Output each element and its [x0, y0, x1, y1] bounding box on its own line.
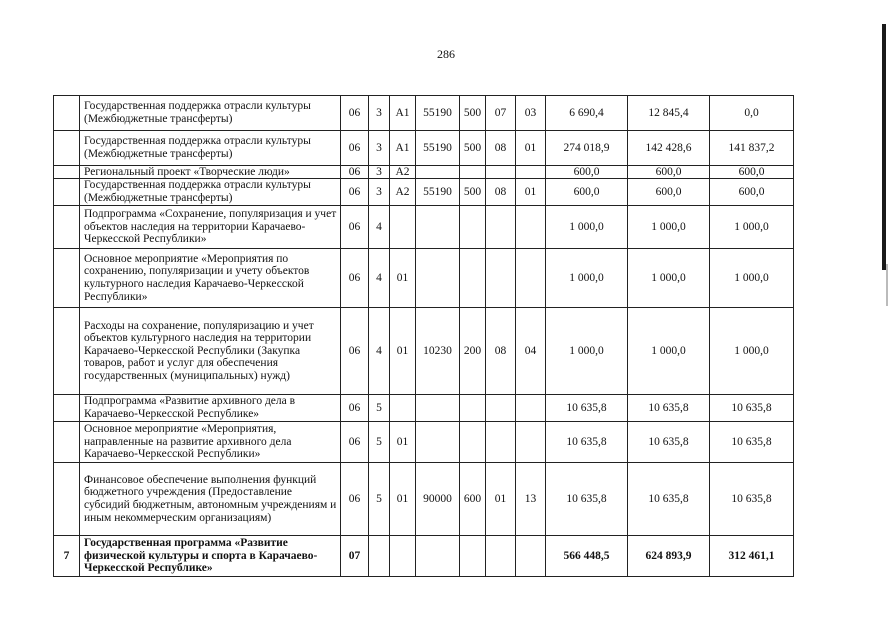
program-code-cell: 06 — [341, 179, 369, 206]
row-index-cell — [54, 395, 80, 422]
amount-year3-cell: 1 000,0 — [710, 308, 794, 395]
row-name-cell: Региональный проект «Творческие люди» — [80, 166, 341, 179]
table-row — [54, 96, 794, 131]
direction-code-cell — [416, 249, 460, 308]
section-code-cell — [486, 422, 516, 463]
amount-year1-cell: 1 000,0 — [546, 308, 628, 395]
subsection-code-cell — [516, 249, 546, 308]
amount-year1-cell: 10 635,8 — [546, 395, 628, 422]
expense-type-cell: 500 — [460, 131, 486, 166]
program-code-cell: 06 — [341, 249, 369, 308]
subprogram-code-cell: 4 — [369, 308, 390, 395]
row-index-cell — [54, 249, 80, 308]
section-code-cell — [486, 249, 516, 308]
amount-year3-cell: 1 000,0 — [710, 206, 794, 249]
subsection-code-cell: 03 — [516, 96, 546, 131]
amount-year2-cell: 600,0 — [628, 179, 710, 206]
program-code-cell: 06 — [341, 131, 369, 166]
subprogram-code-cell: 5 — [369, 463, 390, 536]
program-code-cell: 07 — [341, 536, 369, 577]
program-code-cell: 06 — [341, 395, 369, 422]
page-number: 286 — [437, 47, 455, 61]
program-code-cell: 06 — [341, 308, 369, 395]
activity-code-cell: 01 — [390, 308, 416, 395]
table-row — [54, 249, 794, 308]
row-index-cell — [54, 96, 80, 131]
activity-code-cell: A2 — [390, 166, 416, 179]
subsection-code-cell: 01 — [516, 179, 546, 206]
amount-year1-cell: 566 448,5 — [546, 536, 628, 577]
budget-table — [53, 95, 794, 577]
row-index-cell — [54, 179, 80, 206]
subprogram-code-cell: 4 — [369, 206, 390, 249]
subsection-code-cell: 13 — [516, 463, 546, 536]
subprogram-code-cell: 3 — [369, 179, 390, 206]
expense-type-cell: 500 — [460, 96, 486, 131]
activity-code-cell: 01 — [390, 463, 416, 536]
expense-type-cell — [460, 249, 486, 308]
subsection-code-cell: 01 — [516, 131, 546, 166]
expense-type-cell — [460, 166, 486, 179]
program-code-cell: 06 — [341, 96, 369, 131]
amount-year2-cell: 10 635,8 — [628, 463, 710, 536]
row-index-cell: 7 — [54, 536, 80, 577]
amount-year2-cell: 10 635,8 — [628, 422, 710, 463]
row-name-cell: Основное мероприятие «Мероприятия, направленные на развитие архивного дела Карачаево-Черкесской Республики» — [80, 422, 341, 463]
expense-type-cell — [460, 395, 486, 422]
row-index-cell — [54, 206, 80, 249]
amount-year1-cell: 1 000,0 — [546, 206, 628, 249]
subprogram-code-cell: 3 — [369, 131, 390, 166]
row-name-cell: Подпрограмма «Сохранение, популяризация и учет объектов наследия на территории Карачаево-Черкесской Республики» — [80, 206, 341, 249]
program-code-cell: 06 — [341, 463, 369, 536]
row-name-cell: Государственная поддержка отрасли культуры (Межбюджетные трансферты) — [80, 131, 341, 166]
activity-code-cell: A1 — [390, 96, 416, 131]
row-index-cell — [54, 166, 80, 179]
direction-code-cell — [416, 206, 460, 249]
table-row — [54, 131, 794, 166]
amount-year1-cell: 6 690,4 — [546, 96, 628, 131]
amount-year3-cell: 141 837,2 — [710, 131, 794, 166]
subprogram-code-cell: 5 — [369, 422, 390, 463]
scan-edge-shadow — [882, 24, 886, 270]
direction-code-cell: 55190 — [416, 96, 460, 131]
subsection-code-cell: 04 — [516, 308, 546, 395]
table-row — [54, 422, 794, 463]
subprogram-code-cell: 4 — [369, 249, 390, 308]
table-row — [54, 308, 794, 395]
amount-year1-cell: 10 635,8 — [546, 463, 628, 536]
subsection-code-cell — [516, 206, 546, 249]
direction-code-cell — [416, 395, 460, 422]
program-code-cell: 06 — [341, 206, 369, 249]
subprogram-code-cell — [369, 536, 390, 577]
row-index-cell — [54, 308, 80, 395]
amount-year2-cell: 1 000,0 — [628, 249, 710, 308]
table-row — [54, 166, 794, 179]
section-code-cell: 08 — [486, 308, 516, 395]
direction-code-cell — [416, 422, 460, 463]
amount-year1-cell: 600,0 — [546, 166, 628, 179]
section-code-cell — [486, 395, 516, 422]
direction-code-cell: 55190 — [416, 131, 460, 166]
amount-year2-cell: 10 635,8 — [628, 395, 710, 422]
subsection-code-cell — [516, 536, 546, 577]
row-name-cell: Государственная поддержка отрасли культуры (Межбюджетные трансферты) — [80, 179, 341, 206]
subprogram-code-cell: 5 — [369, 395, 390, 422]
amount-year1-cell: 600,0 — [546, 179, 628, 206]
amount-year3-cell: 10 635,8 — [710, 395, 794, 422]
section-code-cell: 08 — [486, 131, 516, 166]
direction-code-cell: 90000 — [416, 463, 460, 536]
amount-year1-cell: 10 635,8 — [546, 422, 628, 463]
amount-year2-cell: 1 000,0 — [628, 308, 710, 395]
amount-year2-cell: 12 845,4 — [628, 96, 710, 131]
subprogram-code-cell: 3 — [369, 166, 390, 179]
row-index-cell — [54, 131, 80, 166]
amount-year3-cell: 312 461,1 — [710, 536, 794, 577]
activity-code-cell: A2 — [390, 179, 416, 206]
amount-year2-cell: 600,0 — [628, 166, 710, 179]
amount-year2-cell: 1 000,0 — [628, 206, 710, 249]
expense-type-cell — [460, 536, 486, 577]
section-code-cell: 08 — [486, 179, 516, 206]
amount-year3-cell: 10 635,8 — [710, 463, 794, 536]
amount-year2-cell: 624 893,9 — [628, 536, 710, 577]
activity-code-cell — [390, 536, 416, 577]
program-code-cell: 06 — [341, 166, 369, 179]
amount-year3-cell: 0,0 — [710, 96, 794, 131]
table-row — [54, 536, 794, 577]
table-row — [54, 179, 794, 206]
amount-year1-cell: 1 000,0 — [546, 249, 628, 308]
scan-edge-mark — [886, 264, 888, 306]
amount-year3-cell: 1 000,0 — [710, 249, 794, 308]
expense-type-cell — [460, 422, 486, 463]
activity-code-cell — [390, 395, 416, 422]
section-code-cell: 01 — [486, 463, 516, 536]
section-code-cell — [486, 536, 516, 577]
expense-type-cell: 500 — [460, 179, 486, 206]
row-name-cell: Государственная программа «Развитие физической культуры и спорта в Карачаево-Черкесской Республике» — [80, 536, 341, 577]
row-index-cell — [54, 463, 80, 536]
direction-code-cell — [416, 536, 460, 577]
section-code-cell: 07 — [486, 96, 516, 131]
activity-code-cell — [390, 206, 416, 249]
row-name-cell: Государственная поддержка отрасли культуры (Межбюджетные трансферты) — [80, 96, 341, 131]
activity-code-cell: 01 — [390, 249, 416, 308]
section-code-cell — [486, 206, 516, 249]
subsection-code-cell — [516, 395, 546, 422]
section-code-cell — [486, 166, 516, 179]
expense-type-cell: 600 — [460, 463, 486, 536]
expense-type-cell — [460, 206, 486, 249]
table-row — [54, 206, 794, 249]
row-name-cell: Основное мероприятие «Мероприятия по сохранению, популяризации и учету объектов культурного наследия Карачаево-Черкесской Республики» — [80, 249, 341, 308]
row-name-cell: Расходы на сохранение, популяризацию и учет объектов культурного наследия на территории Карачаево-Черкесской Республики (Закупка товаров, работ и услуг для обеспечения государственных (муниципальных) нужд) — [80, 308, 341, 395]
subprogram-code-cell: 3 — [369, 96, 390, 131]
program-code-cell: 06 — [341, 422, 369, 463]
amount-year3-cell: 10 635,8 — [710, 422, 794, 463]
row-name-cell: Подпрограмма «Развитие архивного дела в Карачаево-Черкесской Республике» — [80, 395, 341, 422]
amount-year3-cell: 600,0 — [710, 166, 794, 179]
direction-code-cell — [416, 166, 460, 179]
table-row — [54, 395, 794, 422]
expense-type-cell: 200 — [460, 308, 486, 395]
row-index-cell — [54, 422, 80, 463]
amount-year2-cell: 142 428,6 — [628, 131, 710, 166]
table-row — [54, 463, 794, 536]
amount-year1-cell: 274 018,9 — [546, 131, 628, 166]
direction-code-cell: 10230 — [416, 308, 460, 395]
direction-code-cell: 55190 — [416, 179, 460, 206]
subsection-code-cell — [516, 422, 546, 463]
activity-code-cell: A1 — [390, 131, 416, 166]
row-name-cell: Финансовое обеспечение выполнения функций бюджетного учреждения (Предоставление субсидий бюджетным, автономным учреждениям и иным некоммерческим организациям) — [80, 463, 341, 536]
amount-year3-cell: 600,0 — [710, 179, 794, 206]
activity-code-cell: 01 — [390, 422, 416, 463]
subsection-code-cell — [516, 166, 546, 179]
